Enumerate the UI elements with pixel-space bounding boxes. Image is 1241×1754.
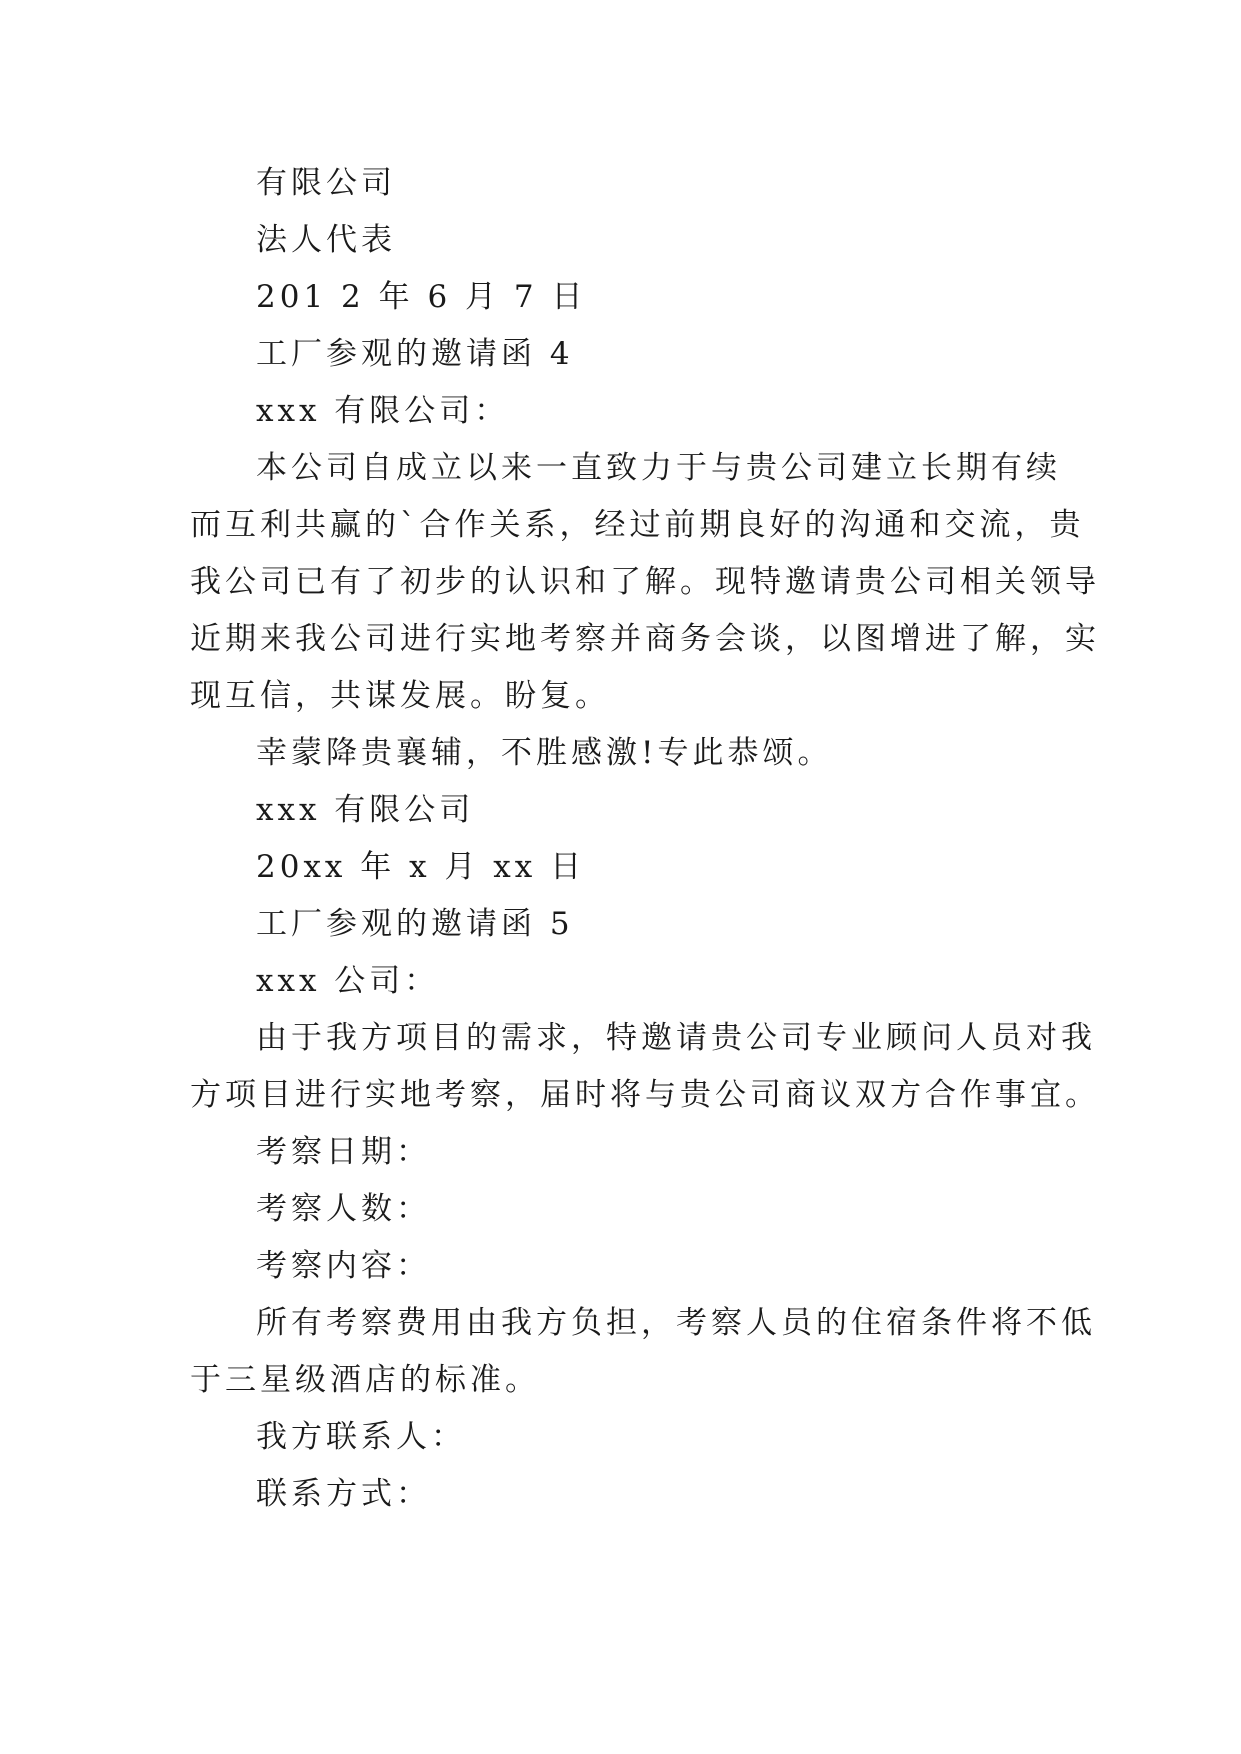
- body-paragraph-line: 近期来我公司进行实地考察并商务会谈，以图增进了解，实: [190, 621, 1100, 657]
- contact-person-field: 我方联系人：: [256, 1419, 466, 1455]
- body-paragraph-line: 现互信，共谋发展。盼复。: [190, 678, 610, 714]
- salutation-line: xxx 公司：: [256, 963, 440, 999]
- salutation-line: xxx 有限公司：: [256, 393, 510, 429]
- company-name-line: 有限公司: [256, 165, 396, 201]
- body-paragraph-line: 于三星级酒店的标准。: [190, 1362, 540, 1398]
- signature-date-line: 20xx 年 x 月 xx 日: [256, 849, 586, 885]
- body-paragraph-line: 我公司已有了初步的认识和了解。现特邀请贵公司相关领导: [190, 564, 1100, 600]
- body-paragraph-line: 方项目进行实地考察，届时将与贵公司商议双方合作事宜。: [190, 1077, 1100, 1113]
- legal-representative-line: 法人代表: [256, 222, 396, 258]
- inspection-content-field: 考察内容：: [256, 1248, 431, 1284]
- closing-line: 幸蒙降贵襄辅，不胜感激!专此恭颂。: [256, 735, 833, 771]
- body-paragraph-line: 由于我方项目的需求，特邀请贵公司专业顾问人员对我: [256, 1020, 1096, 1056]
- inspection-count-field: 考察人数：: [256, 1191, 431, 1227]
- date-line: 201 2 年 6 月 7 日: [256, 279, 587, 315]
- section-heading-4: 工厂参观的邀请函 4: [256, 336, 574, 372]
- inspection-date-field: 考察日期：: [256, 1134, 431, 1170]
- section-heading-5: 工厂参观的邀请函 5: [256, 906, 574, 942]
- body-paragraph-line: 所有考察费用由我方负担，考察人员的住宿条件将不低: [256, 1305, 1096, 1341]
- signature-company-line: xxx 有限公司: [256, 792, 475, 828]
- contact-method-field: 联系方式：: [256, 1476, 431, 1512]
- body-paragraph-line: 本公司自成立以来一直致力于与贵公司建立长期有续: [256, 450, 1061, 486]
- body-paragraph-line: 而互利共赢的`合作关系，经过前期良好的沟通和交流，贵: [190, 507, 1085, 543]
